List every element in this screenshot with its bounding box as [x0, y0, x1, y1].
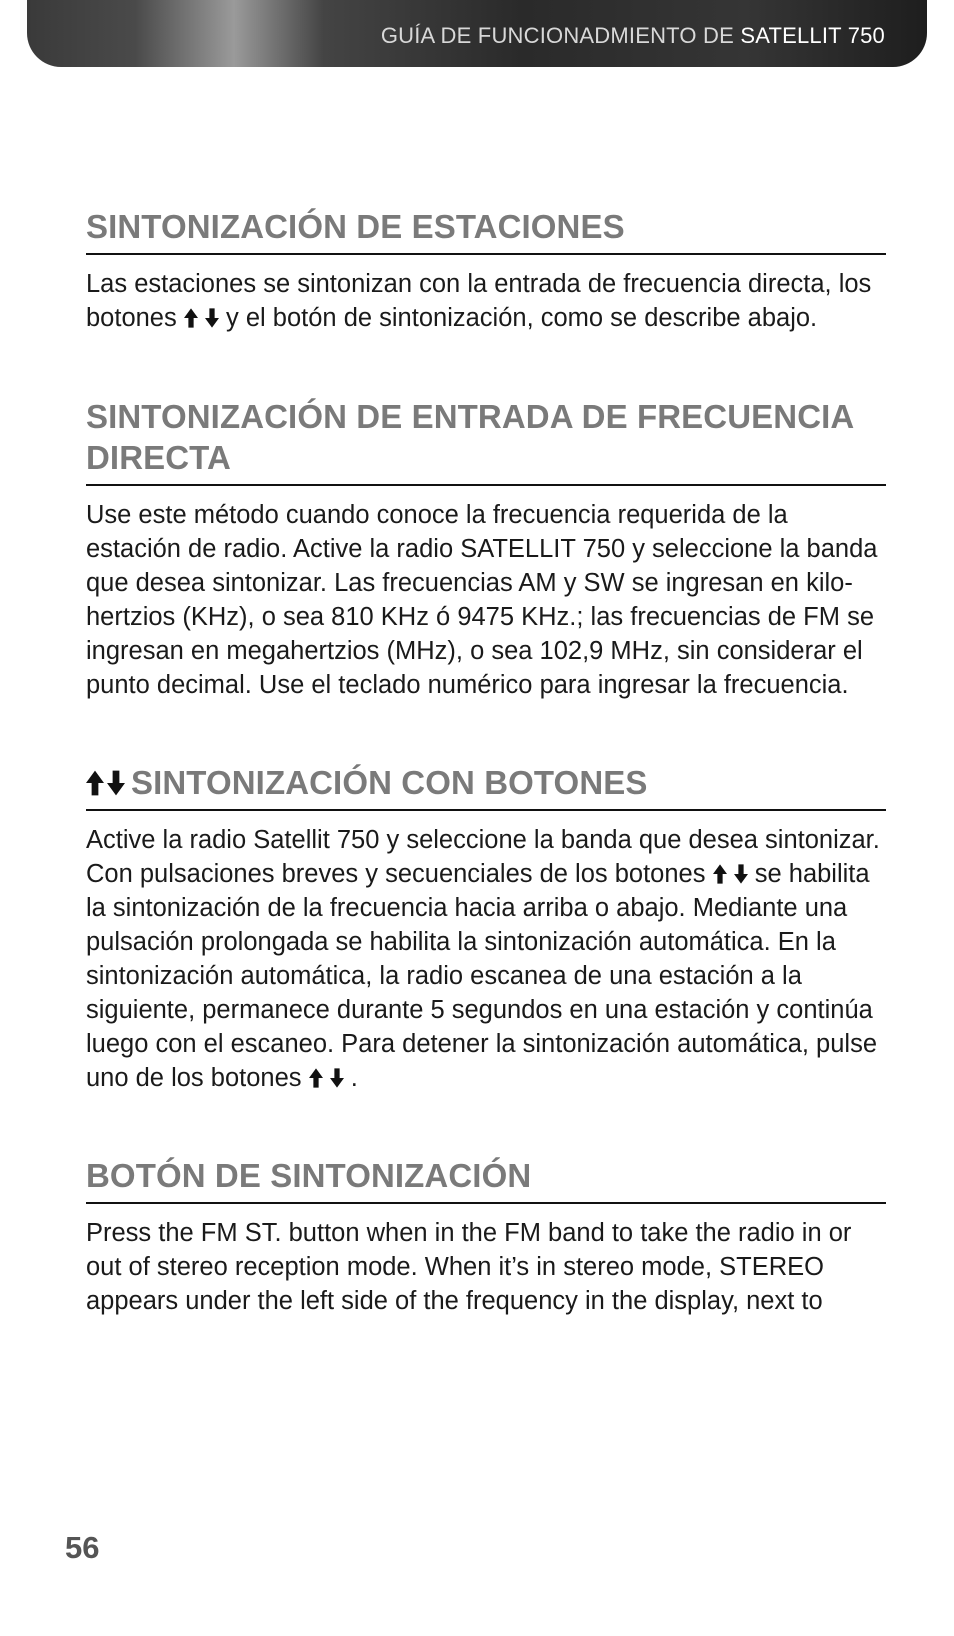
arrow-down-icon: [107, 770, 125, 796]
arrow-down-icon: [330, 1068, 344, 1088]
section-title: BOTÓN DE SINTONIZACIÓN: [86, 1157, 532, 1194]
divider: [86, 253, 886, 255]
divider: [86, 809, 886, 811]
section-title: SINTONIZACIÓN DE ENTRADA DE FRECUENCIA DIRECTA: [86, 398, 854, 476]
section-tuning-stations: [86, 206, 886, 335]
model-name: SATELLIT 750: [740, 23, 885, 48]
section-body: Press the FM ST. button when in the FM band to take the radio in or out of stereo reception mode. When it’s in stereo mode, STEREO appears under the left side of the frequency in the display, next to: [86, 1219, 852, 1315]
section-title: SINTONIZACIÓN DE ESTACIONES: [86, 208, 625, 245]
divider: [86, 484, 886, 486]
section-direct-frequency: [86, 396, 886, 702]
section-body: Active la radio Satellit 750 y seleccione la banda que desea sintonizar. Con pulsaciones breves y secuenciales de los botones se habilita la sintonización de la frecuencia hacia arriba o abajo. Mediante una pulsación prolongada se habilita la sintonización automática. En la sintonización automática, la radio escanea de una estación a la siguiente, permanece durante 5 segundos en una estación y continúa luego con el escaneo. Para detener la sintonización automática, pulse uno de los botones .: [86, 826, 880, 1092]
arrow-up-icon: [309, 1068, 323, 1088]
section-body: Las estaciones se sintonizan con la entrada de frecuencia directa, los botones y el botón de sintonización, como se describe abajo.: [86, 270, 872, 332]
arrow-down-icon: [205, 308, 219, 328]
arrow-down-icon: [734, 864, 748, 884]
section-body: Use este método cuando conoce la frecuencia requerida de la estación de radio. Active la radio SATELLIT 750 y seleccione la banda que desea sintonizar. Las frecuencias AM y SW se ingresan en kilo-hertzios (KHz), o sea 810 KHz ó 9475 KHz.; las frecuencias de FM se ingresan en megahertzios (MHz), o sea 102,9 MHz, sin considerar el punto decimal. Use el teclado numérico para ingresar la frecuencia.: [86, 501, 878, 699]
header-bar: [27, 0, 927, 67]
section-button-tuning: [86, 762, 886, 1095]
section-tuning-button: [86, 1155, 886, 1318]
arrow-up-icon: [184, 308, 198, 328]
page-number: 56: [65, 1530, 100, 1565]
running-header: GUÍA DE FUNCIONADMIENTO DE SATELLIT 750: [380, 23, 885, 48]
divider: [86, 1202, 886, 1204]
section-title: SINTONIZACIÓN CON BOTONES: [86, 762, 886, 803]
arrow-up-icon: [713, 864, 727, 884]
arrow-up-icon: [86, 770, 104, 796]
